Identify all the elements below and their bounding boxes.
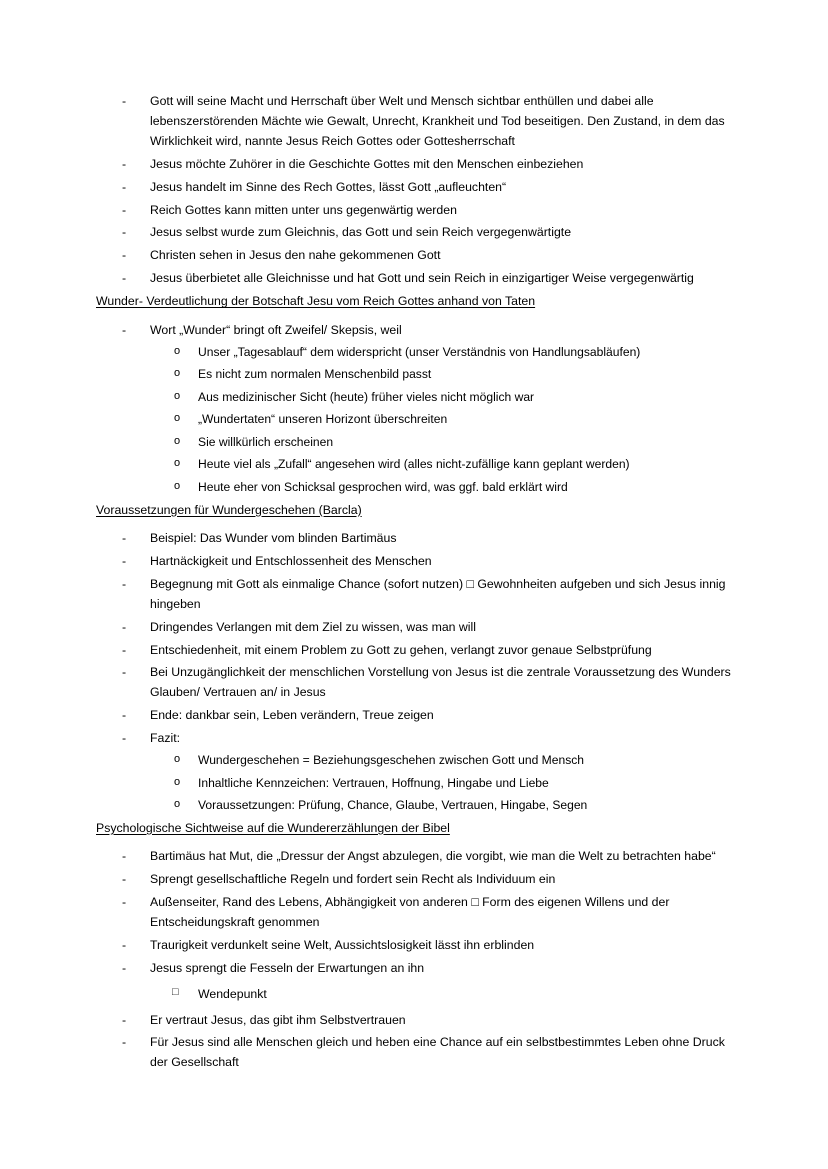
bullet-list <box>96 321 732 498</box>
list-item-text: Für Jesus sind alle Menschen gleich und heben eine Chance auf ein selbstbestimmtes Leben ohne Druck der Gesellschaft <box>150 1035 725 1070</box>
sub-list-item: o Sie willkürlich erscheinen <box>150 433 732 453</box>
list-item <box>96 223 732 243</box>
list-item <box>96 321 732 498</box>
bullet-list <box>96 847 732 1073</box>
section-wunder <box>96 292 732 497</box>
list-item-text: Beispiel: Das Wunder vom blinden Bartimäus <box>150 530 397 545</box>
list-item <box>96 269 732 289</box>
list-item <box>96 246 732 266</box>
list-item <box>96 641 732 661</box>
list-item <box>96 729 732 816</box>
list-item <box>96 529 732 549</box>
list-item <box>96 893 732 933</box>
list-item-text: Wort „Wunder“ bringt oft Zweifel/ Skepsis, weil <box>150 322 402 337</box>
list-item <box>96 178 732 198</box>
sub-bullet-list <box>150 343 732 498</box>
sub-list-item: o Voraussetzungen: Prüfung, Chance, Glaube, Vertrauen, Hingabe, Segen <box>150 796 732 816</box>
list-item-text: Sprengt gesellschaftliche Regeln und fordert sein Recht als Individuum ein <box>150 872 556 887</box>
box-bullet-list <box>150 985 732 1005</box>
bullet-list <box>96 92 732 289</box>
list-item-text: Jesus selbst wurde zum Gleichnis, das Gott und sein Reich vergegenwärtigte <box>150 225 572 240</box>
list-item-text: Jesus handelt im Sinne des Rech Gottes, lässt Gott „aufleuchten“ <box>150 179 507 194</box>
list-item <box>96 959 732 1005</box>
list-item <box>96 870 732 890</box>
section-psychologisch <box>96 819 732 1074</box>
list-item-text: Jesus sprengt die Fesseln der Erwartungen an ihn <box>150 960 425 975</box>
list-item <box>96 847 732 867</box>
document-body <box>96 92 732 1073</box>
list-item-text: Gott will seine Macht und Herrschaft über Welt und Mensch sichtbar enthüllen und dabei alle lebenszerstörenden Mächte wie Gewalt, Unrecht, Krankheit und Tod beseitigen. Den Zustand, in dem das Wirklichkeit wird, nannte Jesus Reich Gottes oder Gottesherrschaft <box>150 94 725 148</box>
list-item-text: Fazit: <box>150 731 181 746</box>
list-item-text: Jesus überbietet alle Gleichnisse und hat Gott und sein Reich in einzigartiger Weise vergegenwärtig <box>150 271 694 286</box>
list-item-text: Begegnung mit Gott als einmalige Chance (sofort nutzen) □ Gewohnheiten aufgeben und sich Jesus innig hingeben <box>150 576 726 611</box>
section-heading: Wunder- Verdeutlichung der Botschaft Jesu vom Reich Gottes anhand von Taten <box>96 294 536 309</box>
sub-bullet-list <box>150 751 732 816</box>
list-item <box>96 575 732 615</box>
list-item-text: Außenseiter, Rand des Lebens, Abhängigkeit von anderen □ Form des eigenen Willens und der Entscheidungskraft genommen <box>150 895 670 929</box>
section-heading: Voraussetzungen für Wundergeschehen (Barcla) <box>96 502 362 517</box>
list-item-text: Hartnäckigkeit und Entschlossenheit des Menschen <box>150 553 432 568</box>
list-item-text: Bei Unzugänglichkeit der menschlichen Vorstellung von Jesus ist die zentrale Voraussetzung des Wunders Glauben/ Vertrauen an/ in Jesus <box>150 665 731 700</box>
sub-list-item: o Unser „Tagesablauf“ dem widerspricht (unser Verständnis von Handlungsabläufen) <box>150 343 732 363</box>
list-item <box>96 552 732 572</box>
section-voraussetzungen <box>96 501 732 816</box>
list-item <box>96 663 732 703</box>
sub-list-item: o Es nicht zum normalen Menschenbild passt <box>150 365 732 385</box>
box-list-item: □ Wendepunkt <box>150 985 732 1005</box>
list-item-text: Bartimäus hat Mut, die „Dressur der Angst abzulegen, die vorgibt, wie man die Welt zu betrachten habe“ <box>150 849 716 864</box>
list-item-text: Jesus möchte Zuhörer in die Geschichte Gottes mit den Menschen einbeziehen <box>150 156 584 171</box>
section-reich-gottes <box>96 92 732 289</box>
sub-list-item: o Aus medizinischer Sicht (heute) früher vieles nicht möglich war <box>150 388 732 408</box>
list-item <box>96 936 732 956</box>
list-item <box>96 92 732 152</box>
list-item-text: Er vertraut Jesus, das gibt ihm Selbstvertrauen <box>150 1012 406 1027</box>
sub-list-item: o Wundergeschehen = Beziehungsgeschehen zwischen Gott und Mensch <box>150 751 732 771</box>
list-item <box>96 201 732 221</box>
list-item-text: Ende: dankbar sein, Leben verändern, Treue zeigen <box>150 708 434 723</box>
section-heading: Psychologische Sichtweise auf die Wundererzählungen der Bibel <box>96 820 450 835</box>
bullet-list <box>96 529 732 816</box>
sub-list-item: o Inhaltliche Kennzeichen: Vertrauen, Hoffnung, Hingabe und Liebe <box>150 774 732 794</box>
list-item-text: Christen sehen in Jesus den nahe gekommenen Gott <box>150 248 441 263</box>
list-item <box>96 1011 732 1031</box>
list-item-text: Traurigkeit verdunkelt seine Welt, Aussichtslosigkeit lässt ihn erblinden <box>150 937 535 952</box>
list-item <box>96 618 732 638</box>
sub-list-item: o Heute eher von Schicksal gesprochen wird, was ggf. bald erklärt wird <box>150 478 732 498</box>
list-item-text: Reich Gottes kann mitten unter uns gegenwärtig werden <box>150 202 457 217</box>
list-item <box>96 155 732 175</box>
list-item <box>96 706 732 726</box>
sub-list-item: o „Wundertaten“ unseren Horizont überschreiten <box>150 410 732 430</box>
list-item <box>96 1033 732 1073</box>
list-item-text: Dringendes Verlangen mit dem Ziel zu wissen, was man will <box>150 619 477 634</box>
sub-list-item: o Heute viel als „Zufall“ angesehen wird (alles nicht-zufällige kann geplant werden) <box>150 455 732 475</box>
list-item-text: Entschiedenheit, mit einem Problem zu Gott zu gehen, verlangt zuvor genaue Selbstprüfung <box>150 642 652 657</box>
